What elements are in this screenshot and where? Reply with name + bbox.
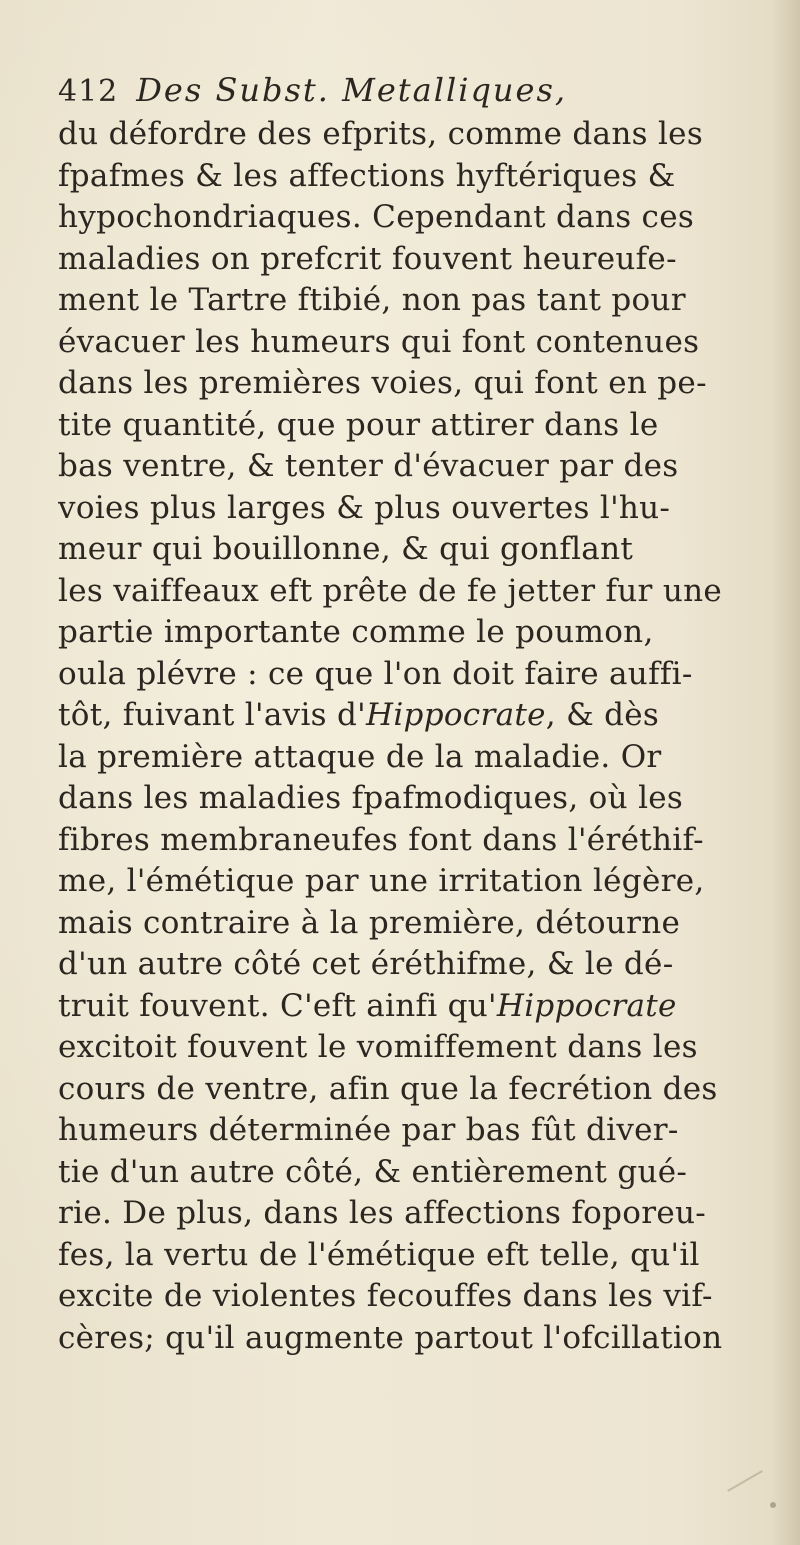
italic-name: Hippocrate: [496, 987, 677, 1024]
text-line: ment le Tartre ftibié, non pas tant pour: [58, 282, 686, 318]
text-line: excite de violentes fecouffes dans les vif-: [58, 1278, 713, 1314]
text-line: truit fouvent. C'eft ainfi qu'Hippocrate: [58, 987, 677, 1024]
text-line: évacuer les humeurs qui font contenues: [58, 323, 700, 360]
text-line: d'un autre côté cet éréthifme, & le dé-: [58, 946, 674, 982]
text-line: tôt, fuivant l'avis d'Hippocrate, & dès: [58, 697, 660, 733]
text-line: maladies on prefcrit fouvent heureufe-: [58, 240, 677, 277]
pencil-mark: [727, 1470, 763, 1492]
running-header: [58, 66, 778, 114]
text-line: cères; qu'il augmente partout l'ofcillation: [58, 1319, 723, 1356]
text-line: fpafmes & les affections hyftériques &: [58, 157, 676, 194]
italic-name: Hippocrate: [366, 697, 546, 733]
text-line: oula plévre : ce que l'on doit faire auffi-: [58, 655, 693, 692]
running-title: Des Subst. Metalliques,: [136, 71, 568, 109]
text-line: partie importante comme le poumon,: [58, 614, 654, 650]
text-line: fes, la vertu de l'émétique eft telle, qu'il: [58, 1236, 700, 1273]
text-line: dans les maladies fpafmodiques, où les: [58, 780, 684, 816]
page-number: 412: [58, 74, 119, 109]
text-line: bas ventre, & tenter d'évacuer par des: [58, 448, 679, 484]
text-line: du défordre des efprits, comme dans les: [58, 116, 704, 152]
text-line: humeurs déterminée par bas fût diver-: [58, 1112, 679, 1148]
text-line: me, l'émétique par une irritation légère,: [58, 863, 705, 899]
text-line: hypochondriaques. Cependant dans ces: [58, 199, 695, 235]
text-line: dans les premières voies, qui font en pe-: [58, 365, 707, 401]
paper-speck: [770, 1502, 776, 1508]
text-line: cours de ventre, afin que la fecrétion des: [58, 1070, 718, 1107]
text-line: voies plus larges & plus ouvertes l'hu-: [58, 489, 671, 526]
text-line: meur qui bouillonne, & qui gonflant: [58, 531, 634, 567]
body-text: [58, 114, 793, 1359]
text-line: les vaiffeaux eft prête de fe jetter fur une: [58, 572, 723, 609]
text-line: rie. De plus, dans les affections foporeu-: [58, 1195, 707, 1231]
text-line: tite quantité, que pour attirer dans le: [58, 406, 659, 443]
text-line: excitoit fouvent le vomiffement dans les: [58, 1029, 698, 1065]
text-line: tie d'un autre côté, & entièrement gué-: [58, 1153, 688, 1190]
text-line: fibres membraneufes font dans l'éréthif-: [58, 821, 704, 858]
text-line: la première attaque de la maladie. Or: [58, 738, 662, 775]
text-line: mais contraire à la première, détourne: [58, 904, 681, 941]
